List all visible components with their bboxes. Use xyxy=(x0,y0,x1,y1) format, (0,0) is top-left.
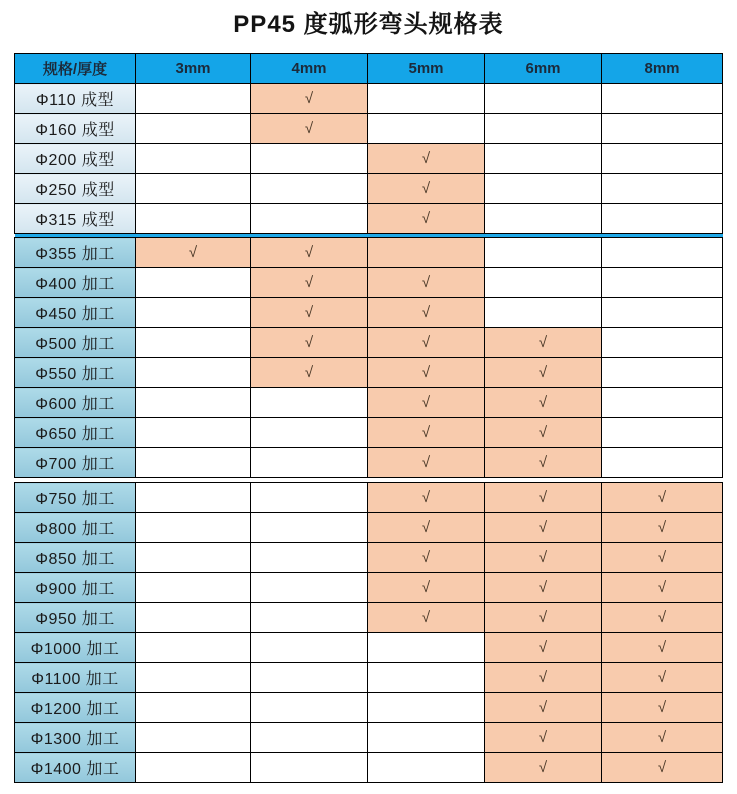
empty-cell xyxy=(136,448,251,478)
empty-cell xyxy=(251,573,368,603)
table-row xyxy=(15,418,723,448)
empty-cell xyxy=(251,753,368,783)
page xyxy=(0,10,737,794)
empty-cell xyxy=(251,483,368,513)
row-label: Φ650 加工 xyxy=(15,418,136,448)
empty-cell xyxy=(602,174,723,204)
empty-cell xyxy=(485,114,602,144)
empty-cell xyxy=(136,723,251,753)
empty-cell xyxy=(368,114,485,144)
empty-cell xyxy=(251,663,368,693)
empty-cell xyxy=(251,174,368,204)
empty-cell xyxy=(485,298,602,328)
check-cell: √ xyxy=(485,633,602,663)
empty-cell xyxy=(602,358,723,388)
table-body xyxy=(15,84,723,783)
empty-cell xyxy=(136,663,251,693)
table-row xyxy=(15,298,723,328)
check-cell: √ xyxy=(368,573,485,603)
check-cell: √ xyxy=(485,483,602,513)
check-cell: √ xyxy=(602,633,723,663)
row-label: Φ1300 加工 xyxy=(15,723,136,753)
check-cell: √ xyxy=(136,238,251,268)
check-cell: √ xyxy=(251,328,368,358)
table-row xyxy=(15,723,723,753)
table-row xyxy=(15,483,723,513)
table-row xyxy=(15,448,723,478)
empty-cell xyxy=(602,298,723,328)
table-row xyxy=(15,513,723,543)
empty-cell xyxy=(602,114,723,144)
empty-cell xyxy=(485,238,602,268)
row-label: Φ600 加工 xyxy=(15,388,136,418)
empty-cell xyxy=(368,753,485,783)
empty-cell xyxy=(136,268,251,298)
empty-cell xyxy=(368,723,485,753)
check-cell: √ xyxy=(485,418,602,448)
check-cell: √ xyxy=(368,174,485,204)
check-cell: √ xyxy=(485,388,602,418)
empty-cell xyxy=(602,204,723,234)
table-row xyxy=(15,663,723,693)
check-cell: √ xyxy=(368,543,485,573)
row-label: Φ550 加工 xyxy=(15,358,136,388)
empty-cell xyxy=(251,543,368,573)
check-cell: √ xyxy=(251,358,368,388)
empty-cell xyxy=(136,328,251,358)
row-label: Φ1000 加工 xyxy=(15,633,136,663)
table-row xyxy=(15,753,723,783)
empty-cell xyxy=(485,144,602,174)
check-cell: √ xyxy=(485,358,602,388)
table-row xyxy=(15,328,723,358)
empty-cell xyxy=(485,204,602,234)
check-cell: √ xyxy=(485,753,602,783)
empty-cell xyxy=(485,84,602,114)
check-cell: √ xyxy=(485,513,602,543)
row-label: Φ400 加工 xyxy=(15,268,136,298)
check-cell: √ xyxy=(485,573,602,603)
empty-cell xyxy=(251,603,368,633)
page-title: PP45 度弧形弯头规格表 xyxy=(233,11,504,38)
row-label: Φ950 加工 xyxy=(15,603,136,633)
table-row xyxy=(15,388,723,418)
check-cell: √ xyxy=(368,513,485,543)
empty-cell xyxy=(251,633,368,663)
table-row xyxy=(15,114,723,144)
check-cell: √ xyxy=(602,543,723,573)
check-cell: √ xyxy=(602,723,723,753)
row-label: Φ1400 加工 xyxy=(15,753,136,783)
table-row xyxy=(15,174,723,204)
header-cell-thickness: 4mm xyxy=(251,54,368,84)
row-label: Φ355 加工 xyxy=(15,238,136,268)
empty-cell xyxy=(602,84,723,114)
row-label: Φ500 加工 xyxy=(15,328,136,358)
table-row xyxy=(15,144,723,174)
empty-cell xyxy=(136,388,251,418)
row-label: Φ200 成型 xyxy=(15,144,136,174)
highlight-cell xyxy=(368,238,485,268)
empty-cell xyxy=(136,633,251,663)
check-cell: √ xyxy=(251,238,368,268)
row-label: Φ250 成型 xyxy=(15,174,136,204)
check-cell: √ xyxy=(368,418,485,448)
empty-cell xyxy=(136,693,251,723)
empty-cell xyxy=(136,483,251,513)
empty-cell xyxy=(136,603,251,633)
empty-cell xyxy=(136,543,251,573)
check-cell: √ xyxy=(368,388,485,418)
empty-cell xyxy=(251,448,368,478)
empty-cell xyxy=(136,573,251,603)
empty-cell xyxy=(136,114,251,144)
header-cell-thickness: 5mm xyxy=(368,54,485,84)
table-row xyxy=(15,603,723,633)
empty-cell xyxy=(602,388,723,418)
check-cell: √ xyxy=(602,513,723,543)
empty-cell xyxy=(136,144,251,174)
empty-cell xyxy=(602,268,723,298)
check-cell: √ xyxy=(602,573,723,603)
check-cell: √ xyxy=(485,693,602,723)
empty-cell xyxy=(368,663,485,693)
empty-cell xyxy=(136,174,251,204)
empty-cell xyxy=(368,633,485,663)
table-header xyxy=(15,54,723,84)
row-label: Φ1100 加工 xyxy=(15,663,136,693)
row-label: Φ900 加工 xyxy=(15,573,136,603)
empty-cell xyxy=(485,174,602,204)
spec-table xyxy=(14,53,723,783)
table-row xyxy=(15,204,723,234)
row-label: Φ450 加工 xyxy=(15,298,136,328)
table-row xyxy=(15,693,723,723)
check-cell: √ xyxy=(368,358,485,388)
header-cell-thickness: 6mm xyxy=(485,54,602,84)
row-label: Φ800 加工 xyxy=(15,513,136,543)
empty-cell xyxy=(251,388,368,418)
table-row xyxy=(15,84,723,114)
check-cell: √ xyxy=(602,483,723,513)
table-row xyxy=(15,633,723,663)
check-cell: √ xyxy=(368,483,485,513)
empty-cell xyxy=(602,238,723,268)
check-cell: √ xyxy=(251,114,368,144)
empty-cell xyxy=(136,513,251,543)
check-cell: √ xyxy=(602,663,723,693)
check-cell: √ xyxy=(368,603,485,633)
check-cell: √ xyxy=(368,298,485,328)
empty-cell xyxy=(251,144,368,174)
check-cell: √ xyxy=(485,723,602,753)
table-row xyxy=(15,543,723,573)
row-label: Φ700 加工 xyxy=(15,448,136,478)
empty-cell xyxy=(136,753,251,783)
check-cell: √ xyxy=(485,328,602,358)
row-label: Φ750 加工 xyxy=(15,483,136,513)
empty-cell xyxy=(368,693,485,723)
empty-cell xyxy=(602,418,723,448)
row-label: Φ160 成型 xyxy=(15,114,136,144)
check-cell: √ xyxy=(485,448,602,478)
empty-cell xyxy=(251,204,368,234)
table-row xyxy=(15,238,723,268)
empty-cell xyxy=(136,298,251,328)
check-cell: √ xyxy=(485,603,602,633)
check-cell: √ xyxy=(251,268,368,298)
check-cell: √ xyxy=(368,448,485,478)
check-cell: √ xyxy=(368,204,485,234)
header-row xyxy=(15,54,723,84)
empty-cell xyxy=(602,448,723,478)
table-row xyxy=(15,358,723,388)
header-cell-thickness: 3mm xyxy=(136,54,251,84)
check-cell: √ xyxy=(368,268,485,298)
row-label: Φ1200 加工 xyxy=(15,693,136,723)
empty-cell xyxy=(136,84,251,114)
header-cell-spec-thickness: 规格/厚度 xyxy=(15,54,136,84)
check-cell: √ xyxy=(602,693,723,723)
row-label: Φ110 成型 xyxy=(15,84,136,114)
empty-cell xyxy=(136,418,251,448)
empty-cell xyxy=(602,328,723,358)
empty-cell xyxy=(602,144,723,174)
check-cell: √ xyxy=(485,663,602,693)
check-cell: √ xyxy=(485,543,602,573)
empty-cell xyxy=(368,84,485,114)
empty-cell xyxy=(251,693,368,723)
check-cell: √ xyxy=(251,298,368,328)
check-cell: √ xyxy=(368,328,485,358)
header-cell-thickness: 8mm xyxy=(602,54,723,84)
empty-cell xyxy=(136,358,251,388)
empty-cell xyxy=(136,204,251,234)
table-row xyxy=(15,573,723,603)
check-cell: √ xyxy=(602,753,723,783)
check-cell: √ xyxy=(368,144,485,174)
empty-cell xyxy=(485,268,602,298)
check-cell: √ xyxy=(251,84,368,114)
check-cell: √ xyxy=(602,603,723,633)
row-label: Φ850 加工 xyxy=(15,543,136,573)
empty-cell xyxy=(251,418,368,448)
empty-cell xyxy=(251,513,368,543)
empty-cell xyxy=(251,723,368,753)
row-label: Φ315 成型 xyxy=(15,204,136,234)
table-row xyxy=(15,268,723,298)
